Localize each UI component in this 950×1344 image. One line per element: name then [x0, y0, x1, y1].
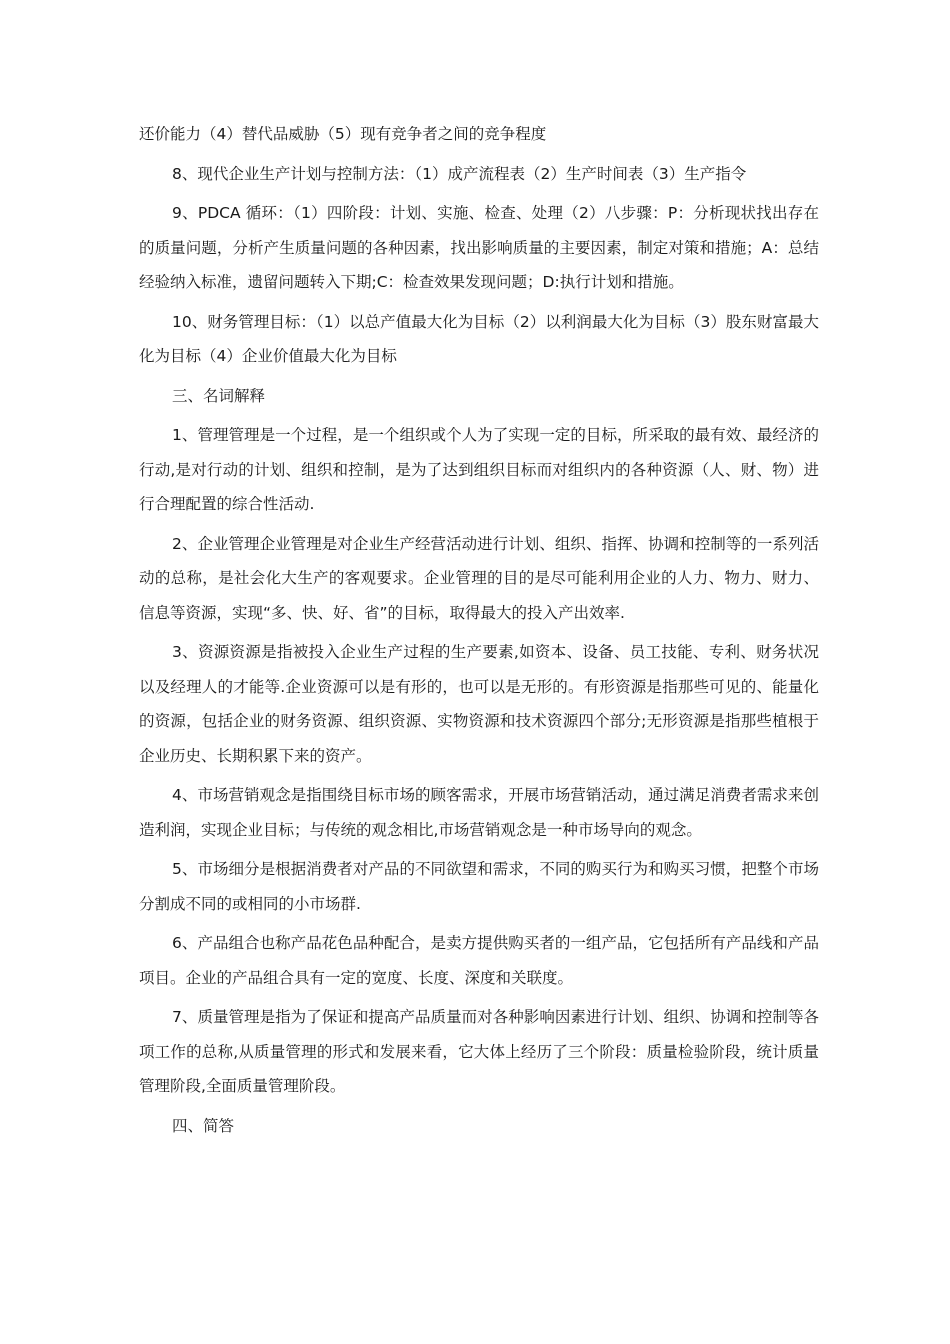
- paragraph-marketing-concept-definition: 4、市场营销观念是指围绕目标市场的顾客需求，开展市场营销活动，通过满足消费者需求来创造利润，实现企业目标；与传统的观念相比,市场营销观念是一种市场导向的观念。: [139, 786, 819, 839]
- paragraph-management-definition: 1、管理管理是一个过程，是一个组织或个人为了实现一定的目标，所采取的最有效、最经济的行动,是对行动的计划、组织和控制，是为了达到组织目标而对组织内的各种资源（人、财、物）进行合理配置的综合性活动.: [139, 426, 819, 513]
- paragraph-quality-management-definition: 7、质量管理是指为了保证和提高产品质量而对各种影响因素进行计划、组织、协调和控制等各项工作的总称,从质量管理的形式和发展来看，它大体上经历了三个阶段：质量检验阶段，统计质量管理阶段,全面质量管理阶段。: [139, 1008, 819, 1095]
- paragraph-market-segmentation-definition: 5、市场细分是根据消费者对产品的不同欲望和需求，不同的购买行为和购买习惯，把整个市场分割成不同的或相同的小市场群.: [139, 860, 819, 913]
- document-body: [139, 117, 819, 1148]
- paragraph-financial-goals: 10、财务管理目标：（1）以总产值最大化为目标（2）以利润最大化为目标（3）股东财富最大化为目标（4）企业价值最大化为目标: [139, 312, 819, 365]
- paragraph-porter-continuation: 还价能力（4）替代品威胁（5）现有竞争者之间的竞争程度: [139, 125, 547, 143]
- paragraph-pdca-cycle: 9、PDCA 循环：（1）四阶段：计划、实施、检查、处理（2）八步骤：P：分析现状找出存在的质量问题，分析产生质量问题的各种因素，找出影响质量的主要因素，制定对策和措施；A：总结经验纳入标准，遗留问题转入下期;C：检查效果发现问题；D:执行计划和措施。: [139, 204, 819, 291]
- section-heading-short-answers: 四、简答: [172, 1116, 235, 1135]
- paragraph-product-mix-definition: 6、产品组合也称产品花色品种配合，是卖方提供购买者的一组产品，它包括所有产品线和产品项目。企业的产品组合具有一定的宽度、长度、深度和关联度。: [139, 934, 819, 987]
- section-heading-term-definitions: 三、名词解释: [172, 386, 266, 405]
- paragraph-resources-definition: 3、资源资源是指被投入企业生产过程的生产要素,如资本、设备、员工技能、专利、财务状况以及经理人的才能等.企业资源可以是有形的，也可以是无形的。有形资源是指那些可见的、能量化的资源，包括企业的财务资源、组织资源、实物资源和技术资源四个部分;无形资源是指那些植根于企业历史、长期积累下来的资产。: [139, 643, 819, 765]
- paragraph-production-planning: 8、现代企业生产计划与控制方法：（1）成产流程表（2）生产时间表（3）生产指令: [172, 164, 747, 183]
- paragraph-enterprise-management-definition: 2、企业管理企业管理是对企业生产经营活动进行计划、组织、指挥、协调和控制等的一系列活动的总称，是社会化大生产的客观要求。企业管理的目的是尽可能利用企业的人力、物力、财力、信息等资源，实现“多、快、好、省”的目标，取得最大的投入产出效率.: [139, 534, 819, 622]
